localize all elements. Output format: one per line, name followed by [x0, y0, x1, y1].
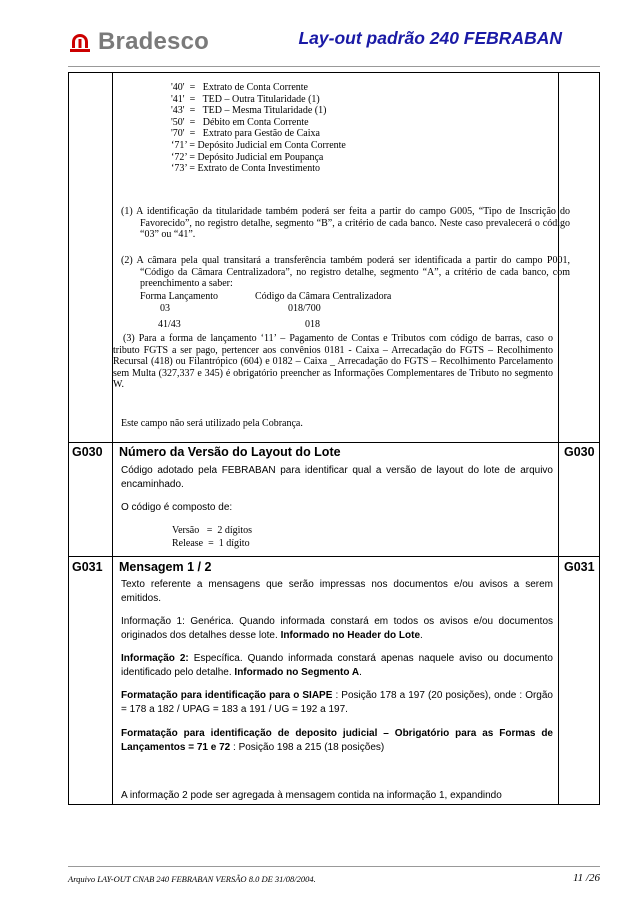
note-2-row-codigo: 018/700 [288, 303, 321, 314]
column-divider-right [558, 73, 559, 804]
note-2-col1-header: Forma Lançamento [140, 291, 219, 302]
field-code-left: G031 [72, 560, 103, 574]
field-description: A informação 2 pode ser agregada à mensagem contida na informação 1, expandindo [121, 790, 502, 801]
page-header [68, 24, 600, 64]
code-list [171, 82, 491, 175]
field-code-right: G030 [564, 445, 595, 459]
field-description: Formatação para identificação para o SIAPE : Posição 178 a 197 (20 posições), onde : Orgão = 178 a 182 / UPAG = 183 a 191 / UG = 192 a 197. [121, 690, 553, 715]
note-3: (3) Para a forma de lançamento ‘11’ – Pagamento de Contas e Tributos com código de barras, caso o tributo FGTS a ser pago, pertencer aos convênios 0181 - Caixa – Arrecadação do FGTS – Recolhimento Recursal (418) ou Filantrópico (604) e 0182 – Caixa _ Arrecadação do FGTS – Recolhimento Parcelamento sem Multa (327,337 e 345) é obrigatório preencher as Informações Complementares de Tributo no segmento W. [113, 333, 553, 391]
code-list-item: ‘71’ = Depósito Judicial em Conta Corrente [171, 139, 346, 151]
document-title: Lay-out padrão 240 FEBRABAN [298, 28, 562, 48]
code-list-item: '40' = Extrato de Conta Corrente [171, 82, 308, 93]
note-2-row-codigo: 018 [305, 319, 320, 330]
code-list-item: '70' = Extrato para Gestão de Caixa [171, 128, 320, 140]
note-2-col2-header: Código da Câmara Centralizadora [255, 291, 392, 302]
field-title: Número da Versão do Layout do Lote [119, 445, 341, 459]
bradesco-logo-icon [68, 30, 92, 54]
row-divider-g031 [69, 556, 599, 557]
field-code-left: G030 [72, 445, 103, 459]
code-list-item: ‘72’ = Depósito Judicial em Poupança [171, 151, 324, 163]
note-2-row-forma: 41/43 [158, 319, 181, 330]
code-list-item: ‘73’ = Extrato de Conta Investimento [171, 163, 321, 175]
field-description: O código é composto de: [121, 502, 233, 513]
field-detail-line: Release = 1 dígito [172, 538, 250, 549]
field-code-right: G031 [564, 560, 595, 574]
note-1: (1) A identificação da titularidade também poderá ser feita a partir do campo G005, “Tipo de Inscrição do Favorecido”, no registro detalhe, segmento “B”, a critério de cada banco. Neste caso prevalecerá o código “03” ou “41”. [121, 206, 570, 241]
field-title: Mensagem 1 / 2 [119, 560, 212, 574]
field-description: Informação 2: Específica. Quando informada constará apenas naquele aviso ou documento identificado pelo detalhe. Informado no Segmento A. [121, 653, 553, 678]
field-table [68, 72, 600, 805]
brand-name: Bradesco [98, 28, 209, 55]
field-description: Informação 1: Genérica. Quando informada constará em todos os avisos e/ou documentos originados dos detalhes desse lote. Informado no Header do Lote. [121, 616, 553, 641]
page-number: 11 /26 [573, 872, 600, 884]
field-description: Texto referente a mensagens que serão impressas nos documentos e/ou avisos a serem emitidos. [121, 579, 553, 604]
field-description: Código adotado pela FEBRABAN para identificar qual a versão de layout do lote de arquivo encaminhado. [121, 465, 553, 490]
field-detail-line: Versão = 2 dígitos [172, 525, 253, 536]
footer-divider [68, 866, 600, 867]
note-2: (2) A câmara pela qual transitará a transferência também poderá ser identificada a partir do campo P001, “Código da Câmara Centralizadora”, no registro detalhe, segmento “A”, a critério de cada banco, com preenchimento a saber: [121, 255, 570, 290]
column-divider-left [112, 73, 113, 804]
code-list-item: '50' = Débito em Conta Corrente [171, 116, 309, 128]
field-description: Formatação para identificação de deposito judicial – Obrigatório para as Formas de Lançamentos = 71 e 72 : Posição 198 a 215 (18 posições) [121, 728, 553, 753]
row-divider-g030 [69, 442, 599, 443]
footer-file-info: Arquivo LAY-OUT CNAB 240 FEBRABAN VERSÃO 8.0 DE 31/08/2004. [68, 874, 316, 884]
note-4: Este campo não será utilizado pela Cobrança. [121, 418, 303, 429]
note-2-row-forma: 03 [160, 303, 170, 314]
code-list-item: '41' = TED – Outra Titularidade (1) [171, 93, 320, 105]
code-list-item: '43' = TED – Mesma Titularidade (1) [171, 105, 327, 117]
header-divider [68, 66, 600, 67]
